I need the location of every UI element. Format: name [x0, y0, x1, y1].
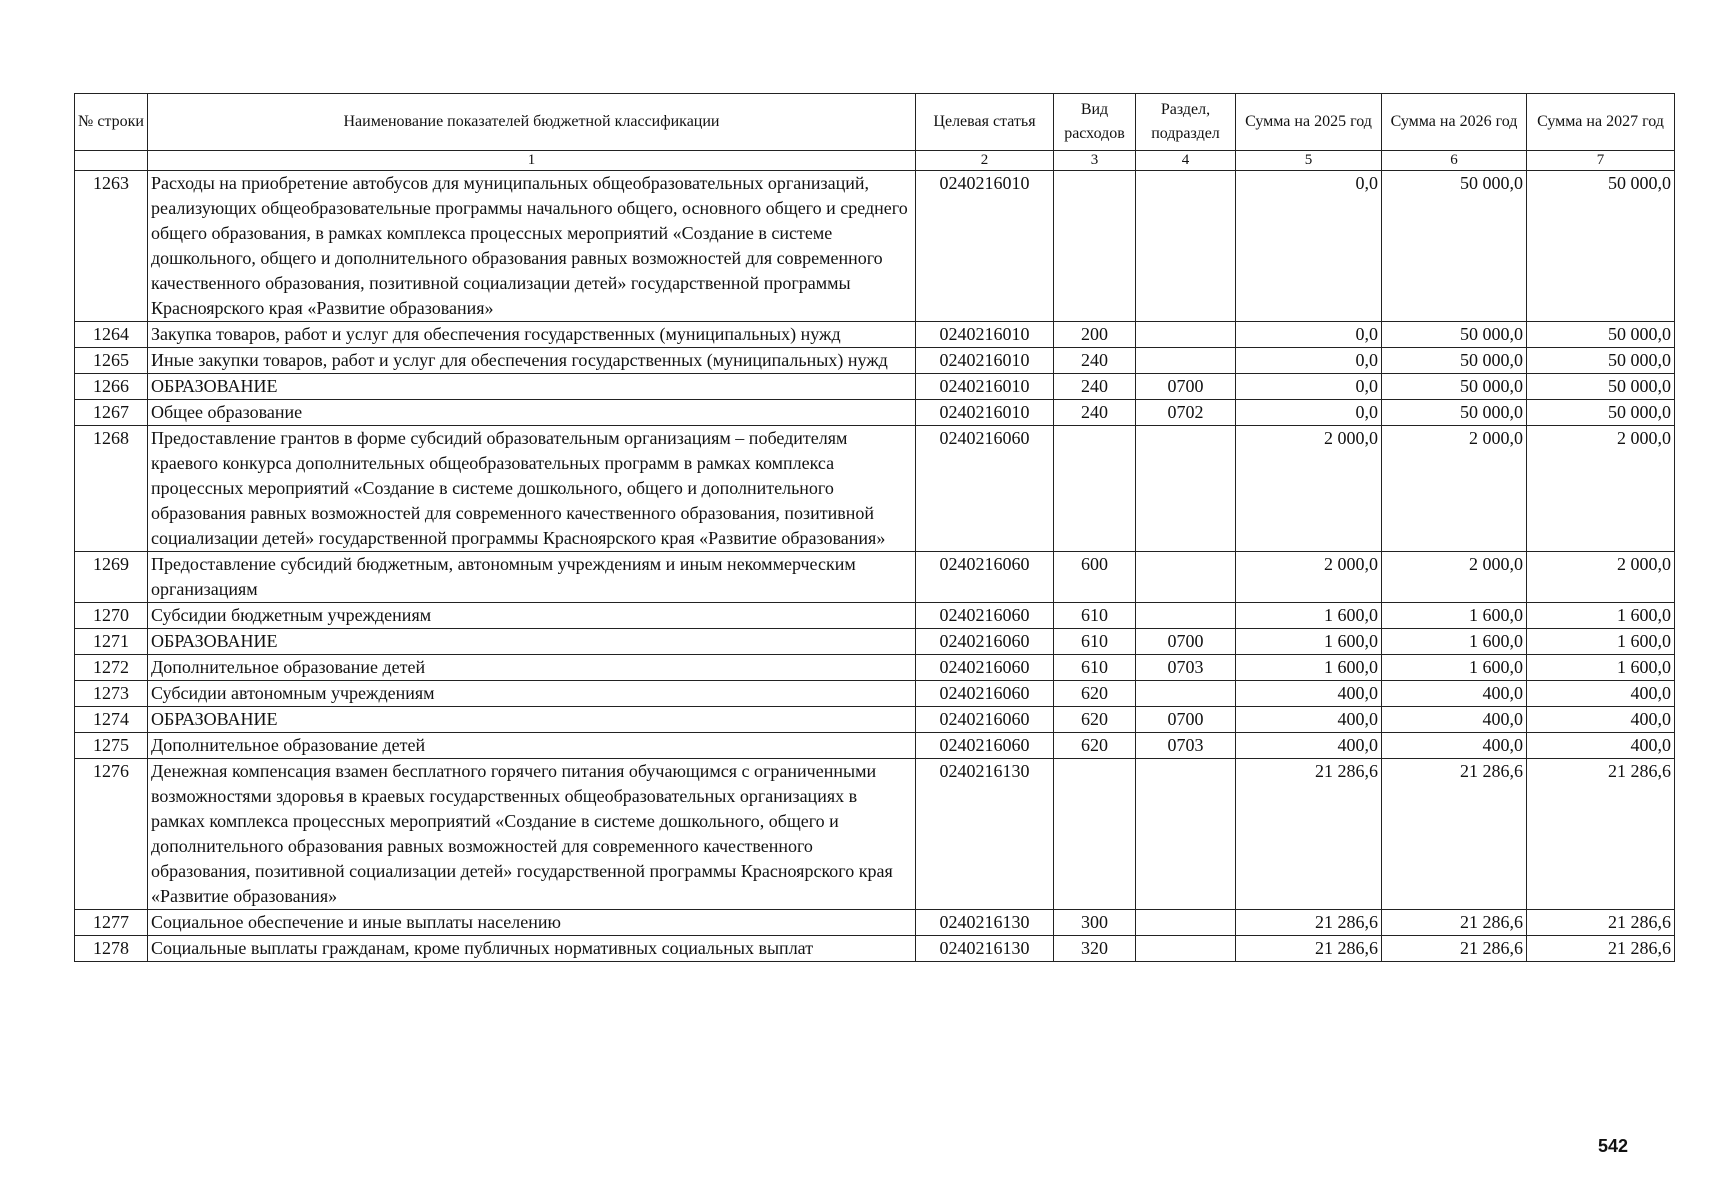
target-article: 0240216010	[916, 400, 1054, 426]
table-row	[75, 552, 1675, 603]
row-name: Закупка товаров, работ и услуг для обеспечения государственных (муниципальных) нужд	[148, 322, 916, 348]
sum-2027: 2 000,0	[1527, 552, 1675, 603]
target-article: 0240216010	[916, 322, 1054, 348]
sum-2026: 50 000,0	[1382, 348, 1527, 374]
section-code: 0700	[1136, 707, 1236, 733]
sum-2027: 400,0	[1527, 707, 1675, 733]
sum-2025: 0,0	[1236, 400, 1382, 426]
target-article: 0240216130	[916, 759, 1054, 910]
col-number: 7	[1527, 151, 1675, 171]
table-row	[75, 629, 1675, 655]
col-number: 1	[148, 151, 916, 171]
target-article: 0240216060	[916, 426, 1054, 552]
table-row	[75, 374, 1675, 400]
expense-kind: 620	[1054, 707, 1136, 733]
table-body	[75, 171, 1675, 962]
section-code: 0700	[1136, 629, 1236, 655]
row-number: 1270	[75, 603, 148, 629]
table-row	[75, 322, 1675, 348]
sum-2026: 2 000,0	[1382, 426, 1527, 552]
row-number: 1267	[75, 400, 148, 426]
sum-2025: 1 600,0	[1236, 603, 1382, 629]
table-row	[75, 733, 1675, 759]
sum-2025: 1 600,0	[1236, 629, 1382, 655]
sum-2026: 400,0	[1382, 681, 1527, 707]
sum-2026: 50 000,0	[1382, 374, 1527, 400]
sum-2027: 1 600,0	[1527, 655, 1675, 681]
section-code: 0700	[1136, 374, 1236, 400]
expense-kind	[1054, 426, 1136, 552]
row-number: 1268	[75, 426, 148, 552]
row-number: 1269	[75, 552, 148, 603]
table-row	[75, 426, 1675, 552]
header-kind: Вид расходов	[1054, 94, 1136, 151]
sum-2026: 1 600,0	[1382, 629, 1527, 655]
row-name: Денежная компенсация взамен бесплатного горячего питания обучающимся с ограниченными возможностями здоровья в краевых государственных общеобразовательных организациях в рамках комплекса процессных мероприятий «Создание в системе дошкольного, общего и дополнительного образования равных возможностей для современного качественного образования, позитивной социализации детей» государственной программы Красноярского края «Развитие образования»	[148, 759, 916, 910]
sum-2026: 1 600,0	[1382, 655, 1527, 681]
sum-2026: 50 000,0	[1382, 322, 1527, 348]
row-name: ОБРАЗОВАНИЕ	[148, 374, 916, 400]
column-numbers-row	[75, 151, 1675, 171]
target-article: 0240216010	[916, 374, 1054, 400]
header-row	[75, 94, 1675, 151]
table-row	[75, 681, 1675, 707]
sum-2027: 1 600,0	[1527, 603, 1675, 629]
row-name: ОБРАЗОВАНИЕ	[148, 629, 916, 655]
sum-2027: 400,0	[1527, 681, 1675, 707]
col-number	[75, 151, 148, 171]
row-number: 1276	[75, 759, 148, 910]
target-article: 0240216060	[916, 707, 1054, 733]
header-section: Раздел, подраздел	[1136, 94, 1236, 151]
sum-2026: 400,0	[1382, 733, 1527, 759]
target-article: 0240216130	[916, 910, 1054, 936]
sum-2026: 1 600,0	[1382, 603, 1527, 629]
table-row	[75, 603, 1675, 629]
expense-kind: 620	[1054, 733, 1136, 759]
expense-kind: 610	[1054, 629, 1136, 655]
section-code	[1136, 426, 1236, 552]
expense-kind	[1054, 759, 1136, 910]
col-number: 6	[1382, 151, 1527, 171]
sum-2027: 50 000,0	[1527, 322, 1675, 348]
sum-2026: 400,0	[1382, 707, 1527, 733]
expense-kind: 200	[1054, 322, 1136, 348]
table-row	[75, 707, 1675, 733]
row-name: Предоставление субсидий бюджетным, автономным учреждениям и иным некоммерческим организациям	[148, 552, 916, 603]
row-name: ОБРАЗОВАНИЕ	[148, 707, 916, 733]
section-code	[1136, 171, 1236, 322]
expense-kind: 610	[1054, 603, 1136, 629]
table-row	[75, 655, 1675, 681]
sum-2026: 2 000,0	[1382, 552, 1527, 603]
row-name: Дополнительное образование детей	[148, 733, 916, 759]
table-row	[75, 936, 1675, 962]
sum-2025: 21 286,6	[1236, 910, 1382, 936]
table-row	[75, 910, 1675, 936]
col-number: 4	[1136, 151, 1236, 171]
sum-2027: 21 286,6	[1527, 910, 1675, 936]
section-code	[1136, 936, 1236, 962]
row-name: Социальное обеспечение и иные выплаты населению	[148, 910, 916, 936]
sum-2026: 50 000,0	[1382, 400, 1527, 426]
row-name: Общее образование	[148, 400, 916, 426]
sum-2027: 2 000,0	[1527, 426, 1675, 552]
sum-2025: 0,0	[1236, 322, 1382, 348]
target-article: 0240216010	[916, 348, 1054, 374]
expense-kind: 240	[1054, 348, 1136, 374]
row-number: 1266	[75, 374, 148, 400]
sum-2025: 0,0	[1236, 171, 1382, 322]
sum-2025: 2 000,0	[1236, 552, 1382, 603]
section-code: 0703	[1136, 733, 1236, 759]
table-row	[75, 400, 1675, 426]
target-article: 0240216060	[916, 629, 1054, 655]
sum-2025: 21 286,6	[1236, 936, 1382, 962]
row-number: 1271	[75, 629, 148, 655]
row-name: Предоставление грантов в форме субсидий образовательным организациям – победителям краевого конкурса дополнительных общеобразовательных программ в рамках комплекса процессных мероприятий «Создание в системе дошкольного, общего и дополнительного образования равных возможностей для современного качественного образования, позитивной социализации детей» государственной программы Красноярского края «Развитие образования»	[148, 426, 916, 552]
sum-2027: 21 286,6	[1527, 936, 1675, 962]
expense-kind: 620	[1054, 681, 1136, 707]
page-number: 542	[1598, 1136, 1629, 1156]
expense-kind: 240	[1054, 374, 1136, 400]
sum-2025: 0,0	[1236, 348, 1382, 374]
sum-2026: 21 286,6	[1382, 910, 1527, 936]
section-code	[1136, 759, 1236, 910]
header-sum-2027: Сумма на 2027 год	[1527, 94, 1675, 151]
sum-2025: 21 286,6	[1236, 759, 1382, 910]
sum-2025: 1 600,0	[1236, 655, 1382, 681]
section-code	[1136, 603, 1236, 629]
section-code	[1136, 348, 1236, 374]
expense-kind: 610	[1054, 655, 1136, 681]
section-code: 0703	[1136, 655, 1236, 681]
sum-2025: 400,0	[1236, 707, 1382, 733]
row-name: Иные закупки товаров, работ и услуг для обеспечения государственных (муниципальных) нужд	[148, 348, 916, 374]
row-name: Дополнительное образование детей	[148, 655, 916, 681]
header-row-no: № строки	[75, 94, 148, 151]
target-article: 0240216010	[916, 171, 1054, 322]
section-code	[1136, 681, 1236, 707]
target-article: 0240216060	[916, 552, 1054, 603]
row-number: 1277	[75, 910, 148, 936]
sum-2026: 21 286,6	[1382, 759, 1527, 910]
target-article: 0240216130	[916, 936, 1054, 962]
target-article: 0240216060	[916, 655, 1054, 681]
row-number: 1272	[75, 655, 148, 681]
row-name: Субсидии бюджетным учреждениям	[148, 603, 916, 629]
col-number: 2	[916, 151, 1054, 171]
sum-2025: 400,0	[1236, 733, 1382, 759]
section-code	[1136, 322, 1236, 348]
row-number: 1274	[75, 707, 148, 733]
sum-2027: 1 600,0	[1527, 629, 1675, 655]
budget-table	[74, 93, 1675, 962]
target-article: 0240216060	[916, 733, 1054, 759]
section-code	[1136, 552, 1236, 603]
expense-kind	[1054, 171, 1136, 322]
row-number: 1275	[75, 733, 148, 759]
section-code	[1136, 910, 1236, 936]
sum-2027: 50 000,0	[1527, 348, 1675, 374]
expense-kind: 240	[1054, 400, 1136, 426]
sum-2025: 2 000,0	[1236, 426, 1382, 552]
row-number: 1264	[75, 322, 148, 348]
target-article: 0240216060	[916, 603, 1054, 629]
row-name: Социальные выплаты гражданам, кроме публичных нормативных социальных выплат	[148, 936, 916, 962]
header-target: Целевая статья	[916, 94, 1054, 151]
sum-2025: 400,0	[1236, 681, 1382, 707]
table-row	[75, 171, 1675, 322]
col-number: 3	[1054, 151, 1136, 171]
sum-2027: 400,0	[1527, 733, 1675, 759]
header-name: Наименование показателей бюджетной классификации	[148, 94, 916, 151]
table-row	[75, 759, 1675, 910]
section-code: 0702	[1136, 400, 1236, 426]
expense-kind: 300	[1054, 910, 1136, 936]
expense-kind: 600	[1054, 552, 1136, 603]
header-sum-2025: Сумма на 2025 год	[1236, 94, 1382, 151]
row-number: 1265	[75, 348, 148, 374]
sum-2026: 21 286,6	[1382, 936, 1527, 962]
header-sum-2026: Сумма на 2026 год	[1382, 94, 1527, 151]
sum-2025: 0,0	[1236, 374, 1382, 400]
row-number: 1273	[75, 681, 148, 707]
table-row	[75, 348, 1675, 374]
col-number: 5	[1236, 151, 1382, 171]
sum-2027: 21 286,6	[1527, 759, 1675, 910]
expense-kind: 320	[1054, 936, 1136, 962]
row-number: 1263	[75, 171, 148, 322]
row-number: 1278	[75, 936, 148, 962]
row-name: Расходы на приобретение автобусов для муниципальных общеобразовательных организаций, реализующих общеобразовательные программы начального общего, основного общего и среднего общего образования, в рамках комплекса процессных мероприятий «Создание в системе дошкольного, общего и дополнительного образования равных возможностей для современного качественного образования, позитивной социализации детей» государственной программы Красноярского края «Развитие образования»	[148, 171, 916, 322]
sum-2026: 50 000,0	[1382, 171, 1527, 322]
sum-2027: 50 000,0	[1527, 374, 1675, 400]
sum-2027: 50 000,0	[1527, 400, 1675, 426]
target-article: 0240216060	[916, 681, 1054, 707]
row-name: Субсидии автономным учреждениям	[148, 681, 916, 707]
sum-2027: 50 000,0	[1527, 171, 1675, 322]
